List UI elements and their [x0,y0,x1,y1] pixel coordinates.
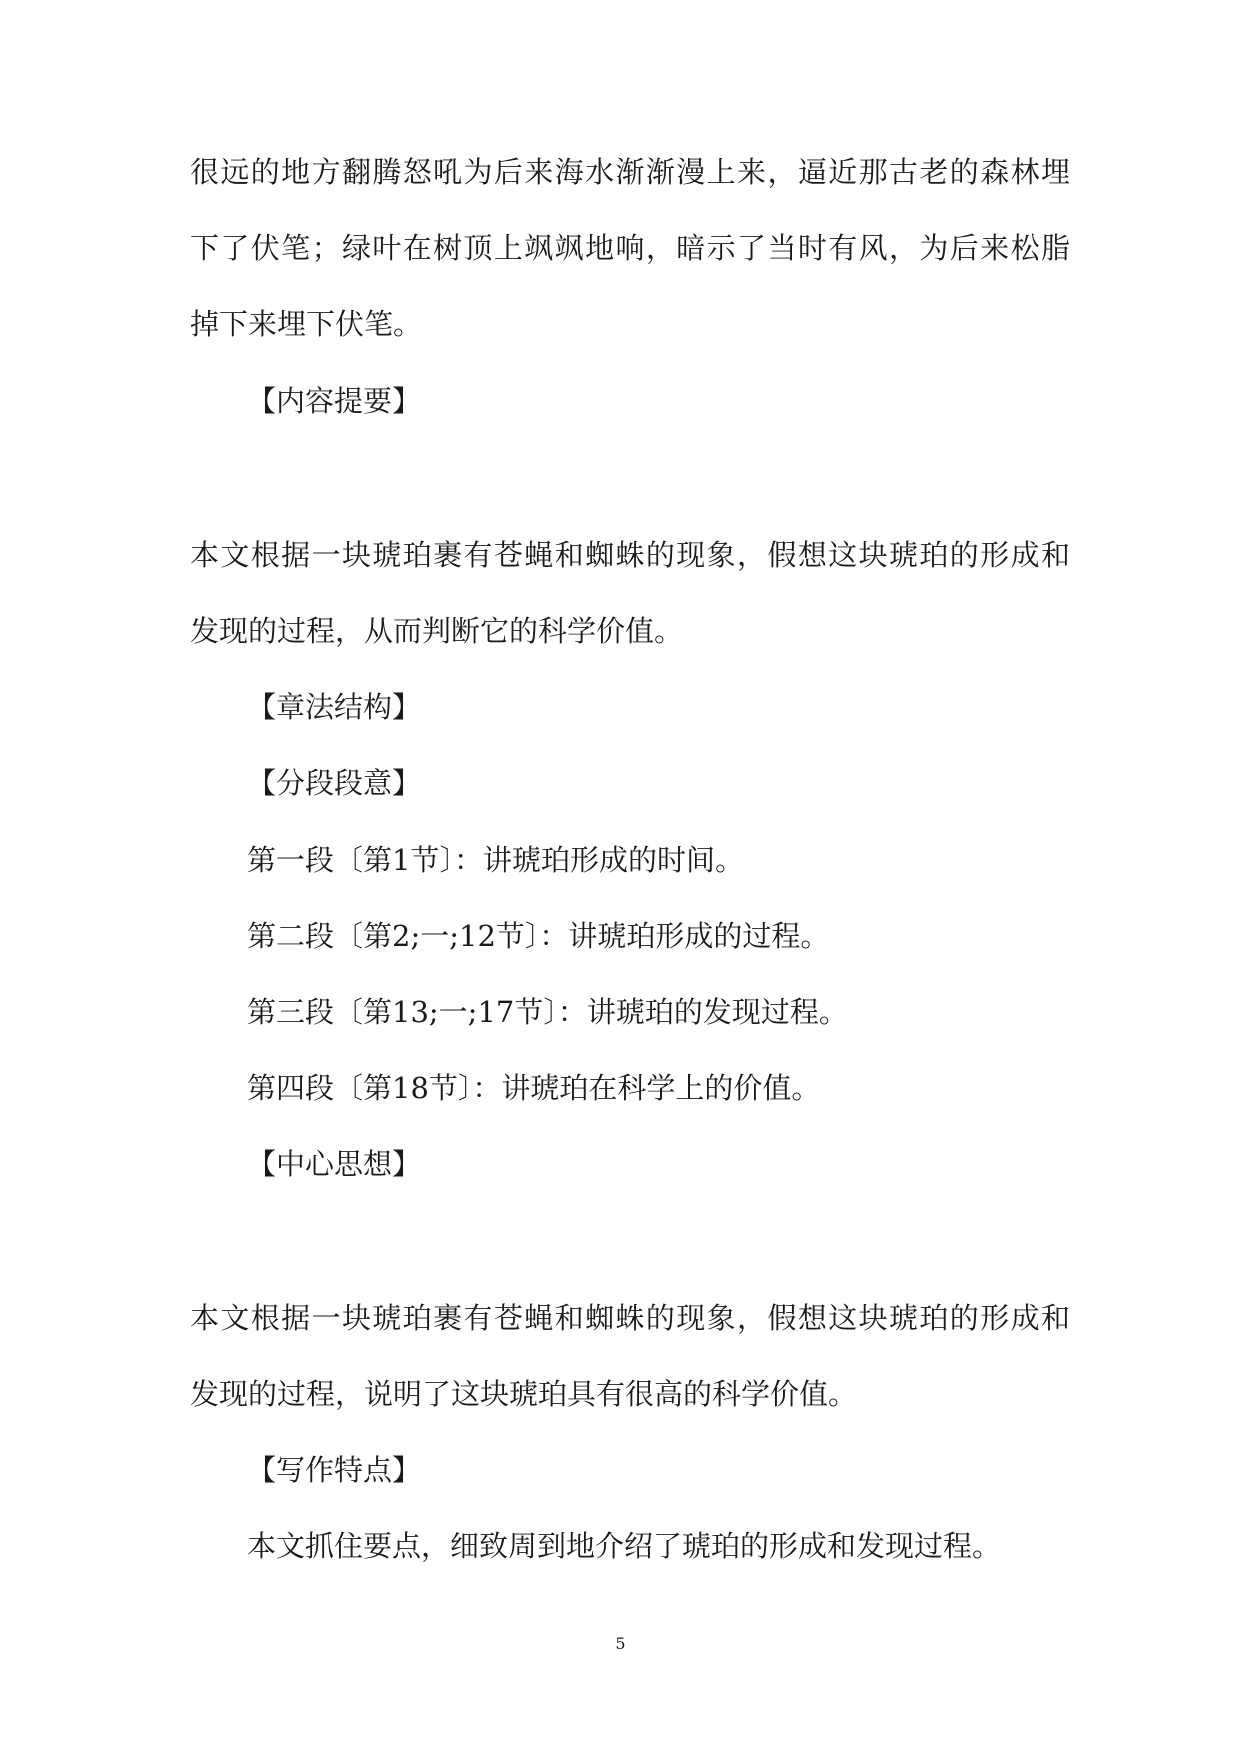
section-summary-item: 第三段〔第13;一;17节〕：讲琥珀的发现过程。 [247,995,848,1029]
paragraph-line: 很远的地方翻腾怒吼为后来海水渐渐漫上来，逼近那古老的森林埋 [190,155,1070,189]
section-heading-sections: 【分段段意】 [247,766,422,800]
section-heading-content-summary: 【内容提要】 [247,384,422,418]
paragraph-line: 发现的过程，从而判断它的科学价值。 [190,614,684,648]
paragraph-line: 下了伏笔；绿叶在树顶上飒飒地响，暗示了当时有风，为后来松脂 [190,231,1070,265]
section-summary-item: 第二段〔第2;一;12节〕：讲琥珀形成的过程。 [247,919,830,953]
writing-features-text: 本文抓住要点，细致周到地介绍了琥珀的形成和发现过程。 [247,1529,1002,1563]
section-summary-item: 第四段〔第18节〕：讲琥珀在科学上的价值。 [247,1071,821,1105]
section-heading-writing-features: 【写作特点】 [247,1453,422,1487]
page-number: 5 [615,1634,626,1653]
section-summary-item: 第一段〔第1节〕：讲琥珀形成的时间。 [247,843,744,877]
paragraph-line: 发现的过程，说明了这块琥珀具有很高的科学价值。 [190,1377,858,1411]
section-heading-structure: 【章法结构】 [247,690,422,724]
paragraph-line: 本文根据一块琥珀裹有苍蝇和蜘蛛的现象，假想这块琥珀的形成和 [190,538,1070,572]
paragraph-line: 掉下来埋下伏笔。 [190,307,423,341]
paragraph-line: 本文根据一块琥珀裹有苍蝇和蜘蛛的现象，假想这块琥珀的形成和 [190,1301,1070,1335]
section-heading-central-idea: 【中心思想】 [247,1147,422,1181]
